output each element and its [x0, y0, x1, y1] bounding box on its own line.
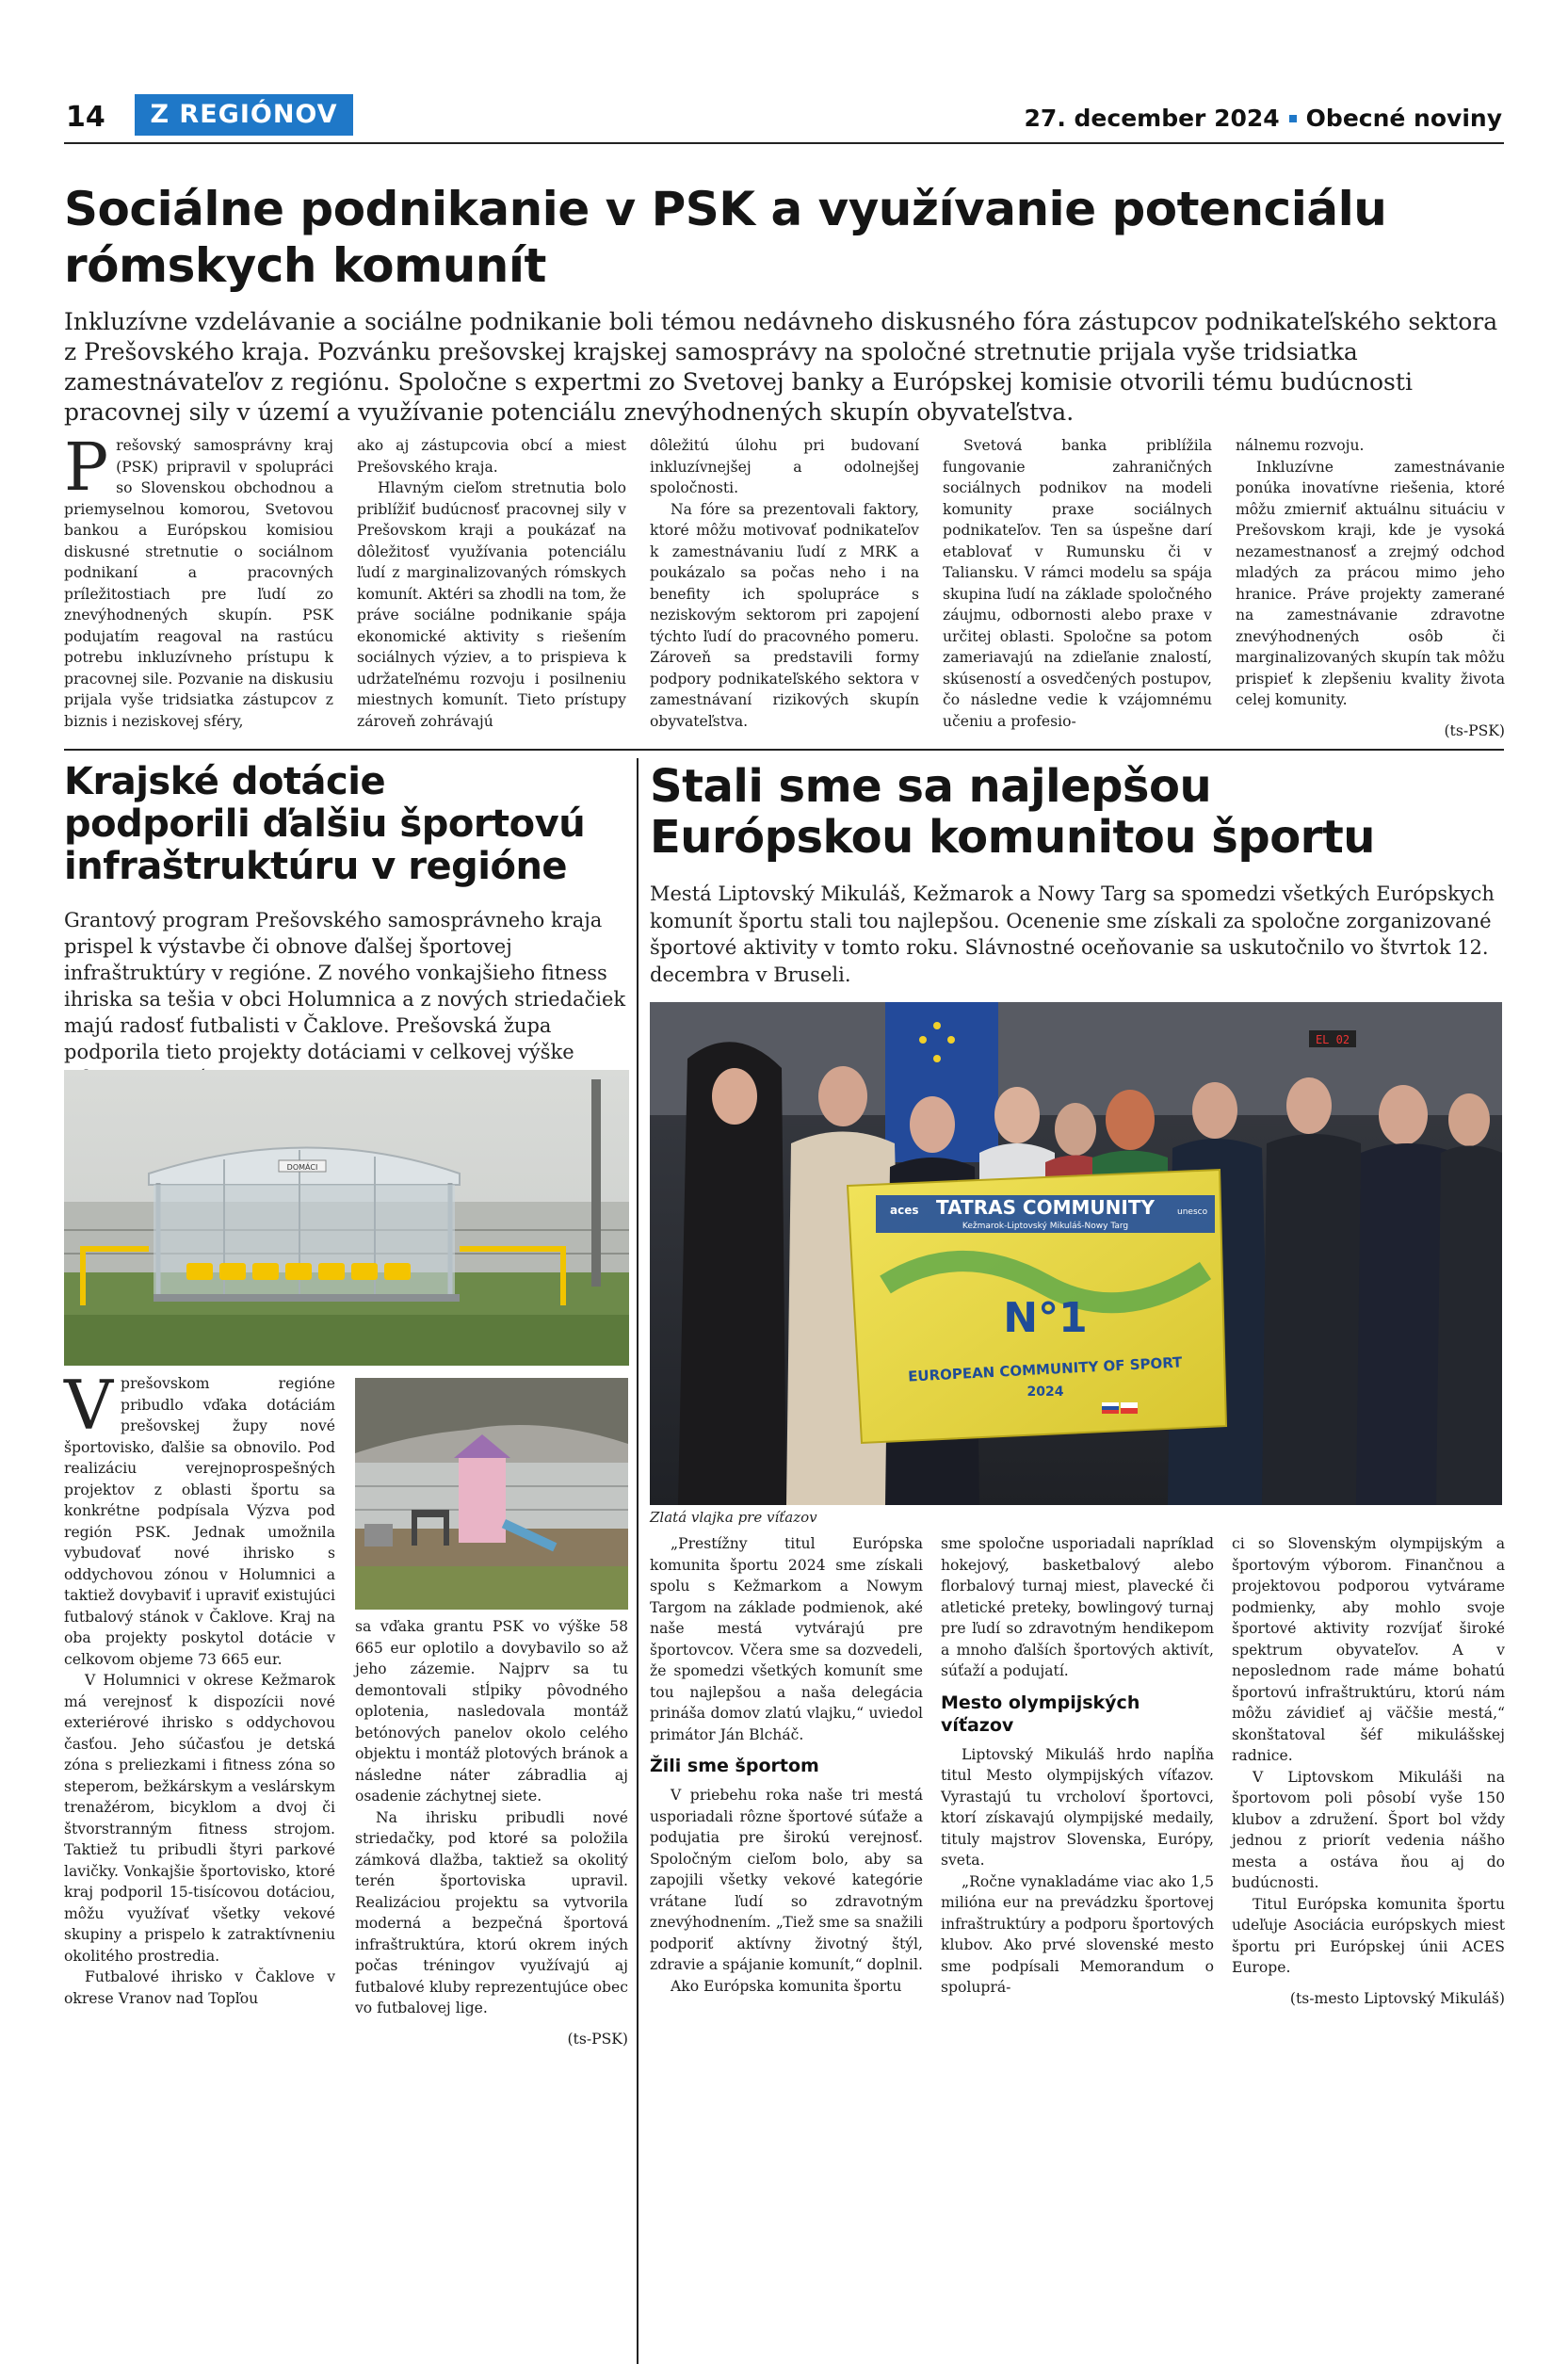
- page-number: 14: [66, 101, 105, 134]
- article1-signature: (ts-PSK): [1444, 721, 1505, 739]
- article3-subheading-2-line1: Mesto olympijských: [941, 1692, 1140, 1713]
- playground-photo: [355, 1378, 628, 1610]
- article2-column-1: [64, 1366, 335, 2009]
- article1-title-line2: rómskych komunít: [64, 238, 546, 293]
- article3-col3b: V Liptovskom Mikuláši na športovom poli pôsobí vyše 150 klubov a združení. Šport bol vždy jednou z priorít vedenia nášho mesta a ostáva ňou aj do budúcnosti.: [1232, 1768, 1505, 1891]
- article3-col2a: sme spoločne usporiadali napríklad hokejový, basketbalový alebo florbalový turnaj miest, plavecké či atletické preteky, bowlingový turnaj pre ľudí so zdravotným hendikepom a mnoho ďalších športových aktivít, súťaží a podujatí.: [941, 1535, 1214, 1679]
- article2-col1c: Futbalové ihrisko v Čaklove v okrese Vranov nad Topľou: [64, 1968, 335, 2007]
- article1-column-4: [943, 435, 1212, 732]
- article2-signature: (ts-PSK): [567, 2030, 628, 2048]
- article1-column-3: [650, 435, 919, 732]
- article1-title-line1: Sociálne podnikanie v PSK a využívanie potenciálu: [64, 182, 1387, 236]
- section-divider: [64, 749, 1504, 751]
- article2-column-2: [355, 1616, 628, 2049]
- paper-name: Obecné noviny: [1305, 105, 1502, 132]
- article3-col2b: Liptovský Mikuláš hrdo napĺňa titul Mesto olympijských víťazov. Vyrastajú tu vrcholoví športovci, ktorí získavajú olympijské medaily, tituly majstrov Slovenska, Európy, sveta.: [941, 1745, 1214, 1869]
- article3-col3c: Titul Európska komunita športu udeľuje Asociácia európskych miest športu pri Európskej únii ACES Europe.: [1232, 1895, 1505, 1976]
- separator-square-icon: [1289, 115, 1297, 122]
- flag-year: 2024: [1026, 1384, 1064, 1400]
- bench-photo: [64, 1070, 629, 1366]
- article3-column-3: [1232, 1533, 1505, 2009]
- flag-title: TATRAS COMMUNITY: [936, 1196, 1155, 1219]
- article1-col5a: nálnemu rozvoju.: [1236, 437, 1365, 454]
- room-sign-text: EL 02: [1315, 1033, 1350, 1046]
- bench-sign-text: DOMÁCI: [286, 1163, 318, 1172]
- article3-col1c: Ako Európska komunita športu: [671, 1977, 902, 1995]
- article1-column-1: [64, 429, 333, 732]
- article1-col2a: ako aj zástupcovia obcí a miest Prešovského kraja.: [357, 437, 626, 476]
- article1-col4: Svetová banka priblížila fungovanie zahraničných sociálnych podnikov na modeli komunity praxe sociálnych podnikateľov. Ten sa úspešne darí etablovať v Rumunsku či v Taliansku. V rámci modelu sa spája skupina ľudí na základe spoločného záujmu, odbornosti alebo praxe v určitej oblasti. Spoločne sa potom zameriavajú na zdieľanie znalostí, skúseností a osvedčených postupov, čo následne vedie k vzájomnému učeniu a profesio-: [943, 437, 1212, 730]
- dateline: [1025, 105, 1502, 132]
- issue-date: 27. december 2024: [1024, 105, 1280, 132]
- article2-dropcap: V: [64, 1366, 113, 1445]
- flag-community-text: EUROPEAN COMMUNITY OF SPORT: [907, 1353, 1183, 1385]
- article2-lead: Grantový program Prešovského samosprávneho kraja prispel k výstavbe či obnove ďalšej športovej infraštruktúry v regióne. Z nového vonkajšieho fitness ihriska sa tešia v obci Holumnica a z nových striedačiek majú radosť futbalisti v Čaklove. Prešovská župa podporila tieto projekty dotáciami v celkovej výške: [64, 909, 626, 1063]
- article3-col2c: „Ročne vynakladáme viac ako 1,5 milióna eur na prevádzku športovej infraštruktúry a podporu športových klubov. Ako prvé slovenské mesto sme podpísali Memorandum o spoluprá-: [941, 1872, 1214, 1996]
- flag-number: N°1: [1003, 1294, 1088, 1342]
- article2-col2b: Na ihrisku pribudli nové striedačky, pod ktoré sa položila zámková dlažba, taktiež sa okolitý terén športoviska upravil. Realizáciou projektu sa vytvorila moderná a bezpečná športová infraštruktúra, ktorú okrem iných počas tréningov využívajú aj futbalové kluby reprezentujúce obec vo futbalovej lige.: [355, 1808, 628, 2016]
- section-label: Z REGIÓNOV: [135, 94, 353, 136]
- header-rule: [64, 142, 1504, 144]
- bench-photo-image: [64, 1070, 629, 1366]
- article2-title-line1: Krajské dotácie: [64, 760, 386, 803]
- flag-logo2: unesco: [1177, 1207, 1208, 1217]
- article1-col3b: Na fóre sa prezentovali faktory, ktoré môžu motivovať podnikateľov k zamestnávaniu ľudí z MRK a poukázalo sa počas neho i na benefity ich spolupráce s neziskovým sektorom pri zapojení týchto ľudí do pracovného pomeru. Zároveň sa predstavili formy podpory podnikateľského sektora v zamestnávaní rizikových skupín obyvateľstva.: [650, 500, 919, 730]
- article2-col1a: prešovskom regióne pribudlo vďaka dotáciám prešovskej župy nové športovisko, ďalšie sa obnovilo. Pod realizáciu verejnoprospešných projektov z oblasti športu sa konkrétne podpísala Výzva pod región PSK. Jednak umožnila vybudovať nové ihrisko s oddychovou zónou v Holumnici a taktiež dovybaviť i upraviť existujúci futbalový stánok v Čaklove. Kraj na oba projekty poskytol dotácie v celkovom objeme 73 665 eur.: [64, 1375, 335, 1668]
- article2-title-line3: infraštruktúru v regióne: [64, 845, 568, 888]
- article1-title: [64, 181, 1514, 294]
- article2-title-line2: podporili ďalšiu športovú: [64, 802, 586, 846]
- article3-title-line1: Stali sme sa najlepšou: [650, 760, 1212, 813]
- column-divider: [637, 758, 639, 2364]
- article1-col2b: Hlavným cieľom stretnutia bolo priblížiť budúcnosť pracovnej sily v Prešovskom kraji a poukázať na dôležitosť využívania potenciálu ľudí z marginalizovaných rómskych komunít. Aktéri sa zhodli na tom, že práve sociálne podnikanie spája ekonomické aktivity s riešením sociálnych výziev, a to prispieva k udržateľnému rozvoju i posilneniu miestnych komunít. Tieto prístupy zároveň zohrávajú: [357, 479, 626, 730]
- article3-lead: Mestá Liptovský Mikuláš, Kežmarok a Nowy Targ sa spomedzi všetkých Európskych komunít športu stali tou najlepšou. Ocenenie sme získali za spoločne zorganizované športové aktivity v tomto roku. Slávnostné oceňovanie sa uskutočnilo vo štvrtok 12. decembra v Bruseli.: [650, 882, 1495, 986]
- playground-photo-image: [355, 1378, 628, 1610]
- article3-col1b: V priebehu roka naše tri mestá usporiadali rôzne športové súťaže a podujatia pre širokú verejnosť. Spoločným cieľom bolo, aby sa zapojili všetky vekové kategórie vrátane ľudí so zdravotným znevýhodnením. „Tiež sme sa snažili podporiť aktívny životný štýl, zdravie a spájanie komunít,“ doplnil.: [650, 1787, 923, 1973]
- article3-title: [650, 761, 1502, 863]
- article3-column-1: [650, 1533, 923, 1997]
- award-photo: [650, 1002, 1502, 1505]
- article1-column-2: [357, 435, 626, 732]
- article2-title: [64, 761, 629, 888]
- article3-column-2: [941, 1533, 1214, 1999]
- article3-col3a: ci so Slovenským olympijským a športovým výborom. Finančnou a projektovou podporou vytvárame podmienky, aby mohlo svoje športové aktivity rozvíjať široké spektrum obyvateľov. A v neposlednom rade máme bohatú športovú infraštruktúru, ktorú nám môžu závidieť aj väčšie mestá,“ skonštatoval šéf mikulášskej radnice.: [1232, 1535, 1505, 1764]
- article1-col5b: Inkluzívne zamestnávanie ponúka inovatívne riešenia, ktoré môžu zmierniť aktuálnu situáciu v Prešovskom kraji, kde je vysoká nezamestnanosť a zrejmý odchod mladých za prácou mimo jeho hranice. Práve projekty zamerané na zamestnávanie zdravotne znevýhodnených osôb či marginalizovaných skupín tak môžu prispieť k zlepšeniu kvality života celej komunity.: [1236, 458, 1505, 708]
- award-photo-image: [650, 1002, 1502, 1505]
- article3-subheading-2: [941, 1692, 1214, 1737]
- article3-col1a: „Prestížny titul Európska komunita športu 2024 sme získali spolu s Kežmarkom a Nowym Targom na základe podmienok, aké naše mestá vytvárajú pre športovcov. Včera sme sa dozvedeli, že spomedzi všetkých komunít sme tou najlepšou a naša delegácia prináša domov zlatú vlajku,“ uviedol primátor Ján Blcháč.: [650, 1535, 923, 1743]
- article1-col3a: dôležitú úlohu pri budovaní inkluzívnejšej a odolnejšej spoločnosti.: [650, 437, 919, 496]
- article3-subheading-1: Žili sme športom: [650, 1756, 819, 1776]
- award-photo-caption: Zlatá vlajka pre víťazov: [650, 1509, 817, 1526]
- flag-logo: aces: [890, 1204, 919, 1217]
- article1-dropcap: P: [64, 429, 109, 506]
- flag-subtitle: Kežmarok-Liptovský Mikuláš-Nowy Targ: [962, 1222, 1129, 1231]
- article3-subheading-2-line2: víťazov: [941, 1714, 1014, 1736]
- article2-col1b: V Holumnici v okrese Kežmarok má verejnosť k dispozícii nové exteriérové ihrisko s oddychovou časťou. Jeho súčasťou je detská zóna s preliezkami i fitness zóna so steperom, bežkárskym a veslárskym trenažérom, bicyklom a dvoj či štvorstranným fitness strojom. Taktiež tu pribudli štyri parkové lavičky. Vonkajšie športovisko, ktoré kraj podporil 15-tisícovou dotáciou, môžu využívať všetky vekové skupiny a prispelo k zatraktívneniu okolitého prostredia.: [64, 1672, 335, 1965]
- article1-column-5: [1236, 435, 1505, 741]
- article3-signature: (ts-mesto Liptovský Mikuláš): [1289, 1989, 1505, 2007]
- article1-lead: Inkluzívne vzdelávanie a sociálne podnikanie boli témou nedávneho diskusného fóra zástupcov podnikateľského sektora z Prešovského kraja. Pozvánku prešovskej krajskej samosprávy na spoločné stretnutie prijala vyše tridsiatka zamestnávateľov z regiónu. Spoločne s expertmi zo Svetovej banky a Európskej komisie otvorili tému budúcnosti pracovnej sily v území a využívanie potenciálu znevýhodnených skupín obyvateľstva.: [64, 308, 1498, 426]
- article3-title-line2: Európskou komunitou športu: [650, 811, 1375, 864]
- article1-col1-text: rešovský samosprávny kraj (PSK) pripravil v spolupráci so Slovenskou obchodnou a priemyselnou komorou, Svetovou bankou a Európskou komisiou diskusné stretnutie o sociálnom podnikaní a pracovných príležitostiach pre ľudí zo znevýhodnených skupín. PSK podujatím reagoval na rastúcu potrebu inkluzívneho prístupu k pracovnej sile. Pozvanie na diskusiu prijala vyše tridsiatka zástupcov z biznis i neziskovej sféry,: [64, 437, 333, 730]
- article2-col2a: sa vďaka grantu PSK vo výške 58 665 eur oplotilo a dovybavilo so až jeho zázemie. Najprv sa tu demontovali stĺpiky pôvodného oplotenia, nasledovala montáž betónových panelov okolo celého objektu i montáž plotových bránok a následne náter zábradlia aj osadenie záchytnej siete.: [355, 1618, 628, 1805]
